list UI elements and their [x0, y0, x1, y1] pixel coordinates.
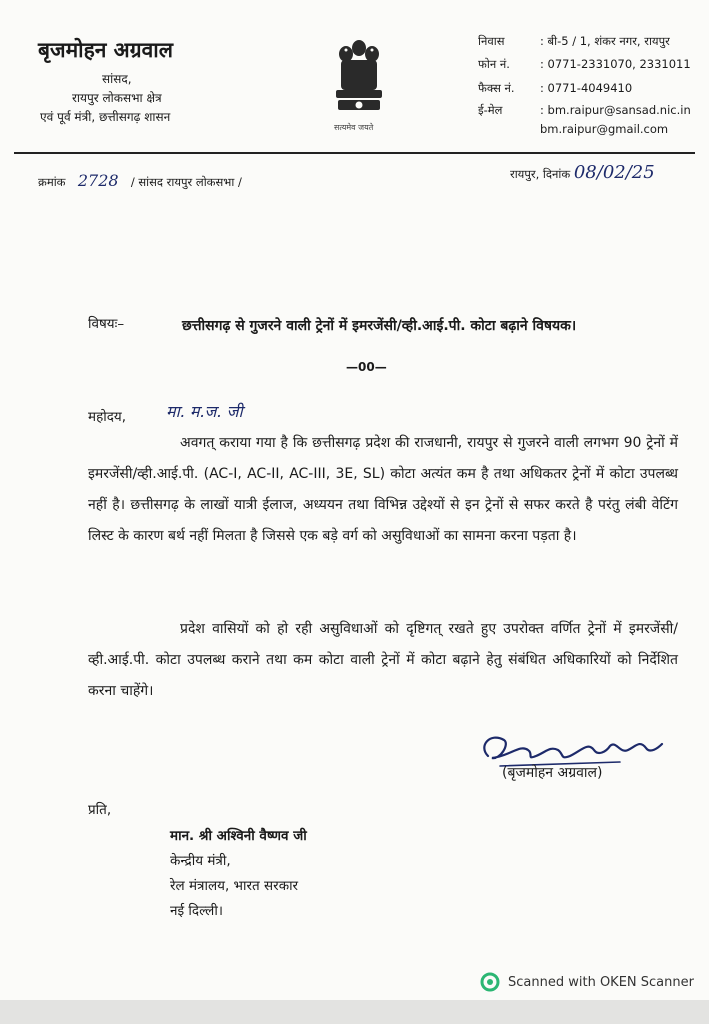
contact-phone: फोन नं. : 0771-2331070, 2331011 — [478, 57, 691, 71]
salutation: महोदय, — [88, 409, 127, 425]
recipient-label: प्रति, — [88, 802, 112, 818]
reference-suffix: / सांसद रायपुर लोकसभा / — [130, 175, 242, 189]
oken-scanner-logo-icon — [480, 972, 500, 992]
letterhead-divider — [14, 152, 695, 154]
subject-divider: —00— — [346, 360, 387, 374]
recipient-designation: केन्द्रीय मंत्री, — [170, 853, 231, 869]
emblem-motto: सत्यमेव जयते — [334, 123, 374, 132]
contact-fax: फैक्स नं. : 0771-4049410 — [478, 81, 633, 95]
date-value: 08/02/25 — [573, 162, 655, 183]
recipient-ministry: रेल मंत्रालय, भारत सरकार — [170, 878, 299, 894]
scanner-text: Scanned with OKEN Scanner — [508, 974, 694, 990]
contact-email: ई-मेल : bm.raipur@sansad.nic.in — [478, 103, 691, 117]
reference-prefix: क्रमांक — [38, 175, 66, 189]
recipient-city: नई दिल्ली। — [170, 903, 223, 919]
sender-designation: सांसद, — [102, 72, 132, 86]
body-paragraph-2: प्रदेश वासियों को हो रही असुविधाओं को दृष्टिगत् रखते हुए उपरोक्त वर्णित ट्रेनों में इमरजेंसी/व्ही.आई.पी. कोटा उपलब्ध कराने तथा कम कोटा वाली ट्रेनों में कोटा बढ़ाने हेतु संबंधित अधिकारियों को निर्देशित करना चाहेंगे। — [88, 621, 678, 699]
reference-line — [38, 171, 242, 190]
reference-number: 2728 — [77, 171, 119, 190]
scan-bottom-margin — [0, 1000, 709, 1024]
national-emblem-icon — [328, 34, 390, 120]
handwritten-note: मा. म.ज. जी — [166, 402, 243, 421]
sender-name: बृजमोहन अग्रवाल — [38, 38, 173, 62]
contact-email-secondary: bm.raipur@gmail.com — [540, 122, 669, 136]
recipient-name: मान. श्री अश्विनी वैष्णव जी — [170, 828, 307, 844]
sender-former-post: एवं पूर्व मंत्री, छत्तीसगढ़ शासन — [40, 110, 171, 124]
date-label: रायपुर, दिनांक — [510, 167, 571, 181]
sender-constituency: रायपुर लोकसभा क्षेत्र — [72, 91, 162, 105]
contact-residence: निवास : बी-5 / 1, शंकर नगर, रायपुर — [478, 34, 670, 48]
body-paragraph-1: अवगत् कराया गया है कि छत्तीसगढ़ प्रदेश की राजधानी, रायपुर से गुजरने वाली लगभग 90 ट्रेनों में इमरजेंसी/व्ही.आई.पी. (AC-I, AC-II, AC-III, 3E, SL) कोटा अत्यंत कम है तथा अधिकतर ट्रेनों में कोटा उपलब्ध नहीं है। छत्तीसगढ़ के लाखों यात्री ईलाज, अध्ययन तथा विभिन्न उद्देश्यों से इन ट्रेनों से सफर करते है परंतु लंबी वेटिंग लिस्ट के कारण बर्थ नहीं मिलता है जिससे एक बड़े वर्ग को असुविधाओं का सामना करना पड़ता है। — [88, 435, 678, 544]
subject-label: विषयः– — [88, 316, 125, 332]
signatory-name: (बृजमोहन अग्रवाल) — [502, 765, 603, 781]
scanner-watermark — [480, 972, 694, 992]
date-line — [510, 162, 655, 183]
subject-text: छत्तीसगढ़ से गुजरने वाली ट्रेनों में इमरजेंसी/व्ही.आई.पी. कोटा बढ़ाने विषयक। — [182, 318, 577, 334]
